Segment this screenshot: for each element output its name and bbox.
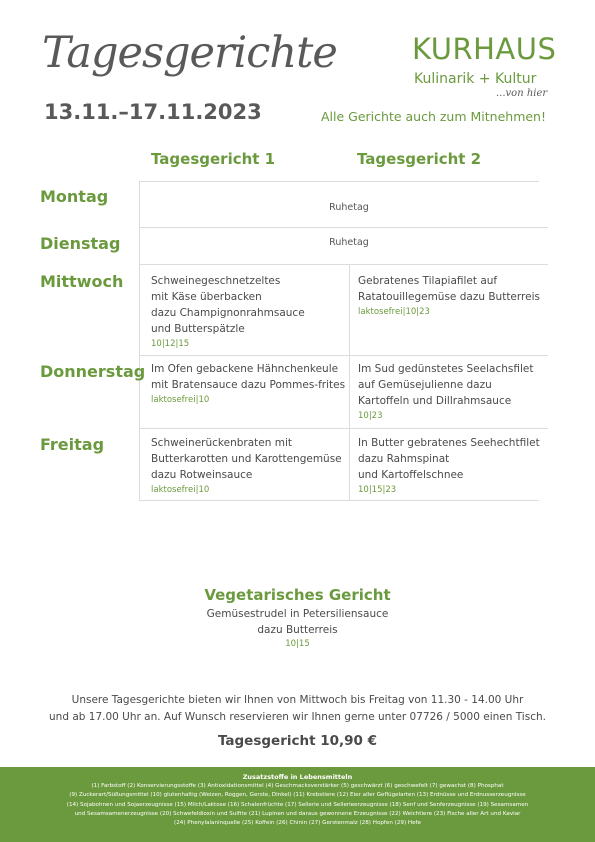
column-heading-dish-1: Tagesgericht 1 [151,150,276,168]
day-label-monday: Montag [40,187,109,206]
takeaway-note: Alle Gerichte auch zum Mitnehmen! [321,109,546,124]
vegetarian-heading: Vegetarisches Gericht [204,586,391,604]
kurhaus-logo [412,32,562,104]
table-divider [139,264,548,265]
dish-line: Schweinegeschnetzeltes [151,275,281,287]
price-label: Tagesgericht 10,90 € [217,733,378,749]
day-label-tuesday: Dienstag [40,234,121,253]
vegetarian-dish-line: dazu Butterreis [257,624,338,636]
vegetarian-allergen-note: 10|15 [285,639,310,649]
closed-tuesday: Ruhetag [329,237,369,248]
allergen-note: laktosefrei|10 [151,485,210,495]
allergen-note: laktosefrei|10|23 [358,307,430,317]
footer-additives-line: (1) Farbstoff (2) Konservierungsstoffe (3) Antioxidationsmittel (4) Geschmacksverstärker (5) geschwärzt (6) geschwefelt (7) gewachst (8) Phosphat [91,783,504,789]
vegetarian-dish-line: Gemüsestrudel in Petersiliensauce [206,608,389,620]
day-label-thursday: Donnerstag [40,362,146,381]
additives-footer [0,767,595,842]
dish-line: Ratatouillegemüse dazu Butterreis [358,291,540,303]
date-range: 13.11.–17.11.2023 [44,100,262,124]
allergen-note: 10|23 [358,411,383,421]
footer-additives-line: (14) Sojabohnen und Sojaerzeugnisse (15) Milch/Laktose (16) Schalenfrüchte (17) Sellerie und Sellerieerzeugnisse (18) Senf und Senferzeugnisse (19) Sesamsamen [66,801,529,808]
dish-line: und Butterspätzle [151,323,245,335]
dish-line: mit Bratensauce dazu Pommes-frites [151,379,346,391]
table-divider-vertical [349,264,350,500]
page-title: Tagesgerichte [42,28,337,78]
dish-line: Kartoffeln und Dillrahmsauce [358,395,512,407]
dish-line: Gebratenes Tilapiafilet auf [358,275,498,287]
dish-line: Im Ofen gebackene Hähnchenkeule [151,363,339,375]
table-divider [139,428,548,429]
dish-line: dazu Champignonrahmsauce [151,307,305,319]
dish-line: In Butter gebratenes Seehechtfilet [358,437,540,449]
dish-line: Im Sud gedünstetes Seelachsfilet [358,363,534,375]
column-heading-dish-2: Tagesgericht 2 [357,150,482,168]
dish-line: und Kartoffelschnee [358,469,464,481]
dish-thursday-2 [358,361,533,423]
table-divider [139,500,539,501]
table-divider [139,355,548,356]
dish-line: mit Käse überbacken [151,291,262,303]
allergen-note: laktosefrei|10 [151,395,210,405]
dish-line: Schweinerückenbraten mit [151,437,292,449]
dish-line: dazu Rahmspinat [358,453,450,465]
allergen-note: 10|12|15 [151,339,190,349]
table-divider [139,181,539,182]
logo-tagline: ...von hier [496,88,548,99]
dish-line: Butterkarotten und Karottengemüse [151,453,342,465]
dish-friday-2 [358,435,540,497]
closed-monday: Ruhetag [329,202,369,213]
day-label-friday: Freitag [40,435,105,454]
logo-subtitle: Kulinarik + Kultur [414,71,537,87]
day-label-wednesday: Mittwoch [40,272,124,291]
footer-additives-line: (24) Phenylalaninquelle (25) Koffein (26) Chinin (27) Gerstenmalz (28) Hopfen (29) Hefe [174,820,421,827]
dish-line: dazu Rotweinsauce [151,469,253,481]
dish-thursday-1 [151,361,345,407]
dish-line: auf Gemüsejulienne dazu [358,379,492,391]
table-divider-vertical [139,181,140,500]
table-divider [139,227,548,228]
footer-title: Zusatzstoffe in Lebensmitteln [242,773,353,781]
reservation-text: und ab 17.00 Uhr an. Auf Wunsch reservieren wir Ihnen gerne unter 07726 / 5000 einen Tisch. [49,711,546,723]
dish-wednesday-1 [151,273,305,351]
allergen-note: 10|15|23 [358,485,397,495]
dish-wednesday-2 [358,273,540,319]
dish-friday-1 [151,435,342,497]
footer-additives-line: und Sesamsamenerzeugnisse (20) Schwefeldioxin und Sulfite (21) Lupinen und daraus gewonnene Erzeugnisse (22) Weichtiere (23) Fische aller Art und Kaviar [74,810,521,817]
service-hours-text: Unsere Tagesgerichte bieten wir Ihnen von Mittwoch bis Freitag von 11.30 - 14.00 Uhr [71,694,524,706]
footer-additives-line: (9) Zuckerart/Süßungsmittel (10) glutenhaltig (Weizen, Roggen, Gerste, Dinkel) (11) Krebstiere (12) Eier aller Geflügelarten (13) Erdnüsse und Erdnusserzeugnisse [69,792,526,799]
logo-wordmark: KURHAUS [412,32,557,66]
